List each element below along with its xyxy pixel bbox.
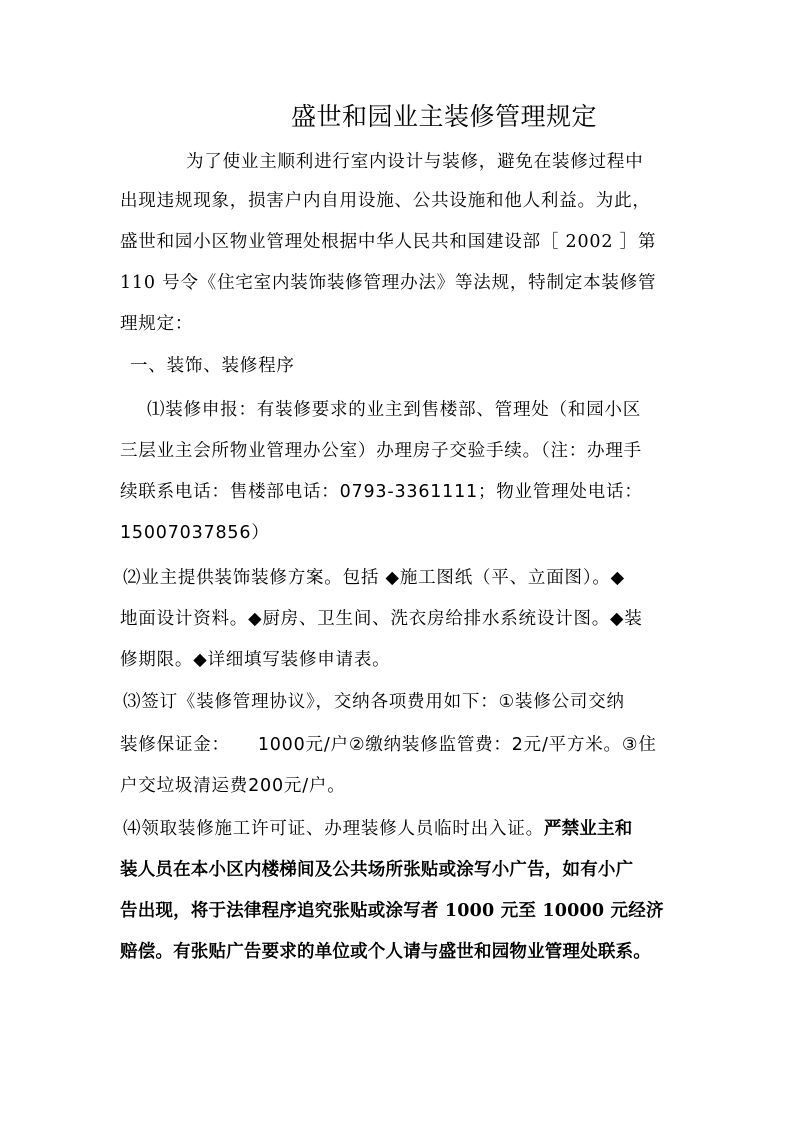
- item3-fee-text: 1000元/户②缴纳装修监管费：2元/平方米。③住: [257, 735, 657, 755]
- item4-line-2: 装人员在本小区内楼梯间及公共场所张贴或涂写小广告，如有小广: [120, 860, 634, 880]
- item1-line-3: 续联系电话：售楼部电话：0793-3361111；物业管理处电话：: [120, 482, 643, 502]
- intro-line-2: 出现违规现象，损害户内自用设施、公共设施和他人利益。为此，: [120, 191, 651, 211]
- item3-deposit-label: 装修保证金：: [120, 735, 230, 755]
- intro-line-4: 110 号令《住宅室内装饰装修管理办法》等法规，特制定本装修管: [120, 273, 657, 293]
- document-title: 盛世和园业主装修管理规定: [291, 102, 598, 131]
- item2-line-1: ⑵业主提供装饰装修方案。包括 ◆施工图纸（平、立面图）。◆: [123, 568, 625, 588]
- item3-line-1: ⑶签订《装修管理协议》，交纳各项费用如下：①装修公司交纳: [123, 692, 625, 712]
- item1-line-2: 三层业主会所物业管理办公室）办理房子交验手续。（注：办理手: [120, 441, 642, 461]
- item1-line-4: 15007037856）: [120, 523, 270, 543]
- item4-line-4: 赔偿。有张贴广告要求的单位或个人请与盛世和园物业管理处联系。: [120, 942, 651, 962]
- item2-line-2: 地面设计资料。◆厨房、卫生间、洗衣房给排水系统设计图。◆装: [120, 609, 643, 629]
- intro-line-1: 为了使业主顺利进行室内设计与装修，避免在装修过程中: [186, 152, 644, 172]
- item2-line-3: 修期限。◆详细填写装修申请表。: [120, 650, 391, 670]
- item4-line-1: [123, 814, 683, 844]
- item4-permit-text: ⑷领取装修施工许可证、办理装修人员临时出入证。: [123, 819, 544, 839]
- intro-line-5: 理规定：: [120, 314, 194, 334]
- item4-line-3: 告出现，将于法律程序追究张贴或涂写者 1000 元至 10000 元经济: [120, 901, 664, 921]
- item3-line-2: [120, 730, 680, 760]
- intro-line-3: 盛世和园小区物业管理处根据中华人民共和国建设部［ 2002 ］第: [120, 232, 657, 252]
- section-heading: 一、装饰、装修程序: [130, 356, 295, 376]
- item3-line-3: 户交垃圾清运费200元/户。: [120, 776, 346, 796]
- item1-line-1: ⑴装修申报：有装修要求的业主到售楼部、管理处（和园小区: [147, 400, 642, 420]
- item4-warning-start: 严禁业主和: [543, 819, 633, 839]
